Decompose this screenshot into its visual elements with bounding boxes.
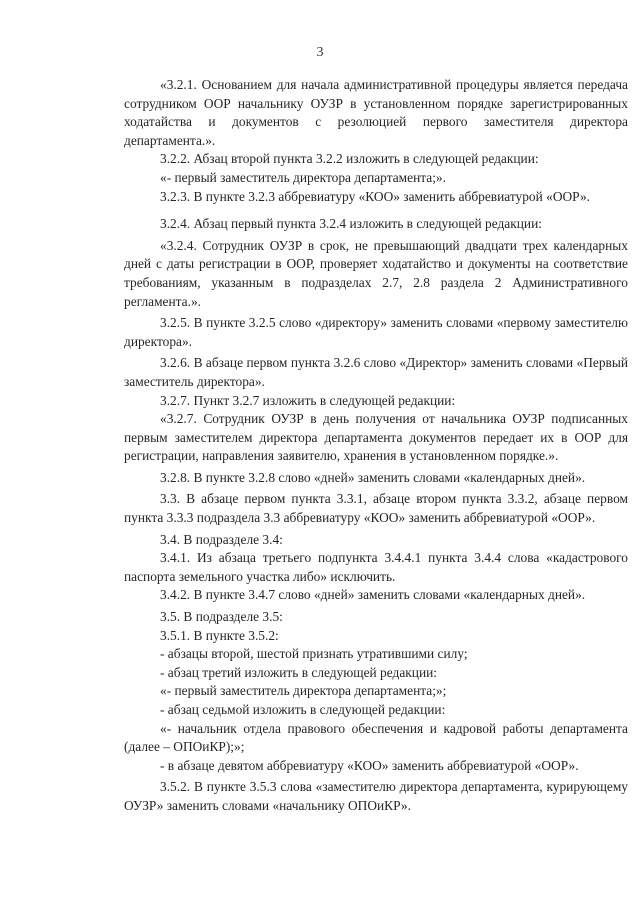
paragraph-3-5-1-b: - абзац третий изложить в следующей редакции: (160, 664, 438, 680)
paragraph-3-2-7-text: «3.2.7. Сотрудник ОУЗР в день получения от начальника ОУЗР подписанных первым заместителем директора департамента документов передает их в ООР для регистрации, направления заявителю, хранения в установленном порядке.». (124, 411, 628, 464)
paragraph-3-2-6: 3.2.6. В абзаце первом пункта 3.2.6 слово «Директор» заменить словами «Первый заместитель директора». (124, 355, 628, 389)
paragraph-3-5-1-e: «- начальник отдела правового обеспечения и кадровой работы департамента (далее – ОПОиКР);»; (124, 720, 628, 755)
paragraph-3-5-1-a: - абзацы второй, шестой признать утратившими силу; (160, 646, 468, 662)
paragraph-3-5-1: 3.5.1. В пункте 3.5.2: (160, 627, 279, 643)
paragraph-3-4-2: 3.4.2. В пункте 3.4.7 слово «дней» заменить словами «календарных дней». (160, 587, 586, 603)
paragraph-3-2-2: 3.2.2. Абзац второй пункта 3.2.2 изложить в следующей редакции: (160, 151, 539, 167)
paragraph-3-2-8: 3.2.8. В пункте 3.2.8 слово «дней» заменить словами «календарных дней». (160, 469, 586, 485)
paragraph-3-2-3: 3.2.3. В пункте 3.2.3 аббревиатуру «КОО» заменить аббревиатурой «ООР». (160, 188, 591, 204)
paragraph-3-4: 3.4. В подразделе 3.4: (160, 531, 283, 547)
paragraph-3-5-1-d: - абзац седьмой изложить в следующей редакции: (160, 702, 446, 717)
paragraph-3-5: 3.5. В подразделе 3.5: (160, 609, 283, 625)
paragraph-3-4-1: 3.4.1. Из абзаца третьего подпункта 3.4.4.1 пункта 3.4.4 слова «кадастрового паспорта земельного участка либо» исключить. (124, 550, 628, 584)
paragraph-3-5-2: 3.5.2. В пункте 3.5.3 слова «заместителю директора департамента, курирующему ОУЗР» заменить словами «начальнику ОПОиКР». (124, 779, 628, 813)
paragraph-3-5-1-f: - в абзаце девятом аббревиатуру «КОО» заменить аббревиатурой «ООР». (160, 757, 579, 773)
document-body (124, 76, 628, 816)
paragraph-3-2-4-text: «3.2.4. Сотрудник ОУЗР в срок, не превышающий двадцати трех календарных дней с даты регистрации в ООР, проверяет ходатайство и документы на соответствие требованиям, указанным в подразделах 2.7, 2.8 раздела 2 Административного регламента.». (124, 237, 628, 309)
page-number: 3 (316, 45, 324, 60)
paragraph-3-5-1-c: «- первый заместитель директора департамента;»; (160, 683, 447, 699)
paragraph-3-2-2-text: «- первый заместитель директора департамента;». (160, 169, 446, 185)
paragraph-3-3: 3.3. В абзаце первом пункта 3.3.1, абзаце втором пункта 3.3.2, абзаце первом пункта 3.3.3 подраздела 3.3 аббревиатуру «КОО» заменить аббревиатурой «ООР». (124, 491, 628, 526)
paragraph-3-2-5: 3.2.5. В пункте 3.2.5 слово «директору» заменить словами «первому заместителю директора». (124, 315, 628, 349)
paragraph-3-2-7: 3.2.7. Пункт 3.2.7 изложить в следующей редакции: (160, 392, 456, 408)
paragraph-3-2-4: 3.2.4. Абзац первый пункта 3.2.4 изложить в следующей редакции: (160, 216, 542, 232)
paragraph-3-2-1: «3.2.1. Основанием для начала административной процедуры является передача сотрудником ООР начальнику ОУЗР в установленном порядке зарегистрированных ходатайства и документов с резолюцией первого заместителя директора департамента.». (124, 77, 628, 148)
